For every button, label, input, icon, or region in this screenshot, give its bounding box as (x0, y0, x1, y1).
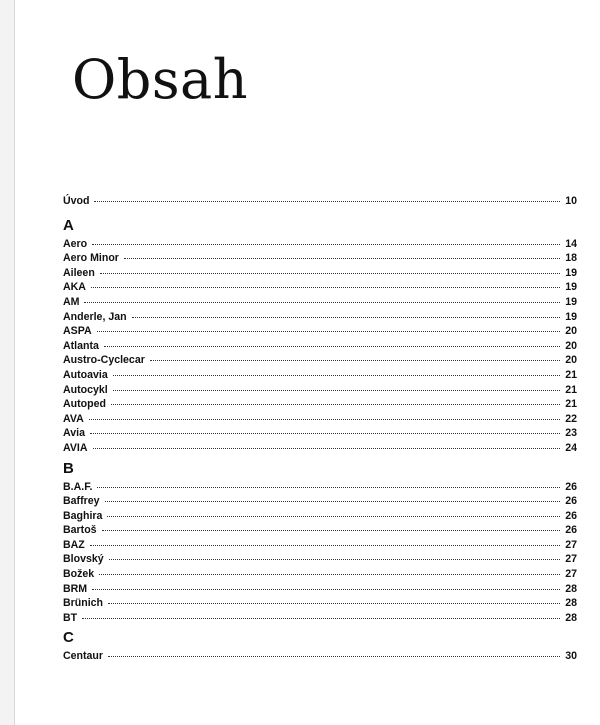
toc-entry-name: Aero Minor (63, 252, 119, 265)
dot-leader (92, 579, 560, 590)
toc-entry-page: 24 (565, 441, 577, 454)
toc-entry-page: 19 (565, 266, 577, 279)
toc-entry-name: B.A.F. (63, 480, 93, 493)
dot-leader (109, 549, 561, 560)
toc-entry-page: 19 (565, 310, 577, 323)
dot-leader (102, 520, 561, 531)
dot-leader (111, 394, 560, 405)
section-letter: C (63, 629, 74, 647)
dot-leader (97, 321, 561, 332)
toc-entry-name: Avia (63, 427, 85, 440)
section-letter: A (63, 216, 74, 234)
dot-leader (90, 535, 560, 546)
toc-entry-name: AM (63, 295, 80, 308)
book-page (14, 0, 600, 725)
toc-entry-page: 19 (565, 281, 577, 294)
toc-entry-intro (63, 193, 577, 208)
toc-entry-page: 20 (565, 354, 577, 367)
toc-entry-page: 14 (565, 237, 577, 250)
dot-leader (94, 191, 560, 202)
toc-entry-name: Autoavia (63, 368, 108, 381)
toc-entry-page: 26 (565, 509, 577, 522)
toc-entry-name: Úvod (63, 195, 90, 207)
toc-entry-name: BT (63, 611, 78, 624)
toc-entry-name: Bartoš (63, 524, 97, 537)
dot-leader (113, 380, 560, 391)
toc-entry-page: 27 (565, 568, 577, 581)
dot-leader (107, 506, 560, 517)
toc-entry-page: 21 (565, 383, 577, 396)
toc-entry-page: 26 (565, 524, 577, 537)
toc-entry-name: Baghira (63, 509, 103, 522)
dot-leader (132, 307, 561, 318)
page-title: Obsah (72, 48, 249, 111)
dot-leader (108, 593, 560, 604)
dot-leader (82, 608, 560, 619)
dot-leader (124, 248, 560, 259)
toc-entry (63, 648, 577, 663)
toc-entry-page: 20 (565, 339, 577, 352)
toc-entry-page: 10 (565, 195, 577, 207)
dot-leader (97, 477, 560, 488)
dot-leader (91, 277, 560, 288)
dot-leader (90, 423, 560, 434)
toc-entry-name: Anderle, Jan (63, 310, 127, 323)
table-of-contents (63, 193, 577, 663)
toc-sections (63, 216, 577, 663)
toc-entry-page: 21 (565, 368, 577, 381)
toc-entry-name: AVA (63, 412, 84, 425)
toc-entry-page: 27 (565, 553, 577, 566)
toc-entry (63, 440, 577, 455)
toc-entry-page: 18 (565, 252, 577, 265)
toc-entry-name: Božek (63, 568, 95, 581)
toc-entry-name: AVIA (63, 441, 88, 454)
toc-entry-name: Austro-Cyclecar (63, 354, 145, 367)
toc-entry-name: Centaur (63, 650, 104, 663)
toc-entry-name: Aero (63, 237, 88, 250)
toc-entry-name: Autocykl (63, 383, 108, 396)
toc-entry-name: Atlanta (63, 339, 99, 352)
toc-entry-name: ASPA (63, 325, 92, 338)
toc-entry-name: Autoped (63, 398, 106, 411)
toc-entry-page: 28 (565, 611, 577, 624)
dot-leader (113, 365, 560, 376)
section-letter: B (63, 459, 74, 477)
toc-entry-name: BAZ (63, 538, 85, 551)
toc-entry-page: 22 (565, 412, 577, 425)
toc-entry-page: 19 (565, 295, 577, 308)
dot-leader (93, 438, 561, 449)
dot-leader (108, 646, 560, 657)
toc-entry-page: 28 (565, 597, 577, 610)
dot-leader (89, 409, 560, 420)
spacer (63, 208, 577, 212)
dot-leader (104, 336, 560, 347)
toc-entry-page: 30 (565, 650, 577, 663)
dot-leader (105, 491, 561, 502)
toc-entry-name: Brünich (63, 597, 104, 610)
toc-entry (63, 610, 577, 625)
toc-entry-page: 20 (565, 325, 577, 338)
toc-entry-name: BRM (63, 582, 88, 595)
toc-entry-page: 21 (565, 398, 577, 411)
dot-leader (150, 350, 560, 361)
dot-leader (92, 234, 560, 245)
dot-leader (100, 263, 560, 274)
toc-entry-name: Aileen (63, 266, 95, 279)
toc-entry-page: 27 (565, 538, 577, 551)
toc-entry-name: Baffrey (63, 495, 100, 508)
toc-entry-page: 28 (565, 582, 577, 595)
toc-entry-name: Blovský (63, 553, 104, 566)
dot-leader (99, 564, 560, 575)
toc-entry-page: 26 (565, 480, 577, 493)
toc-entry-page: 23 (565, 427, 577, 440)
toc-entry-page: 26 (565, 495, 577, 508)
dot-leader (84, 292, 560, 303)
toc-entry-name: AKA (63, 281, 86, 294)
